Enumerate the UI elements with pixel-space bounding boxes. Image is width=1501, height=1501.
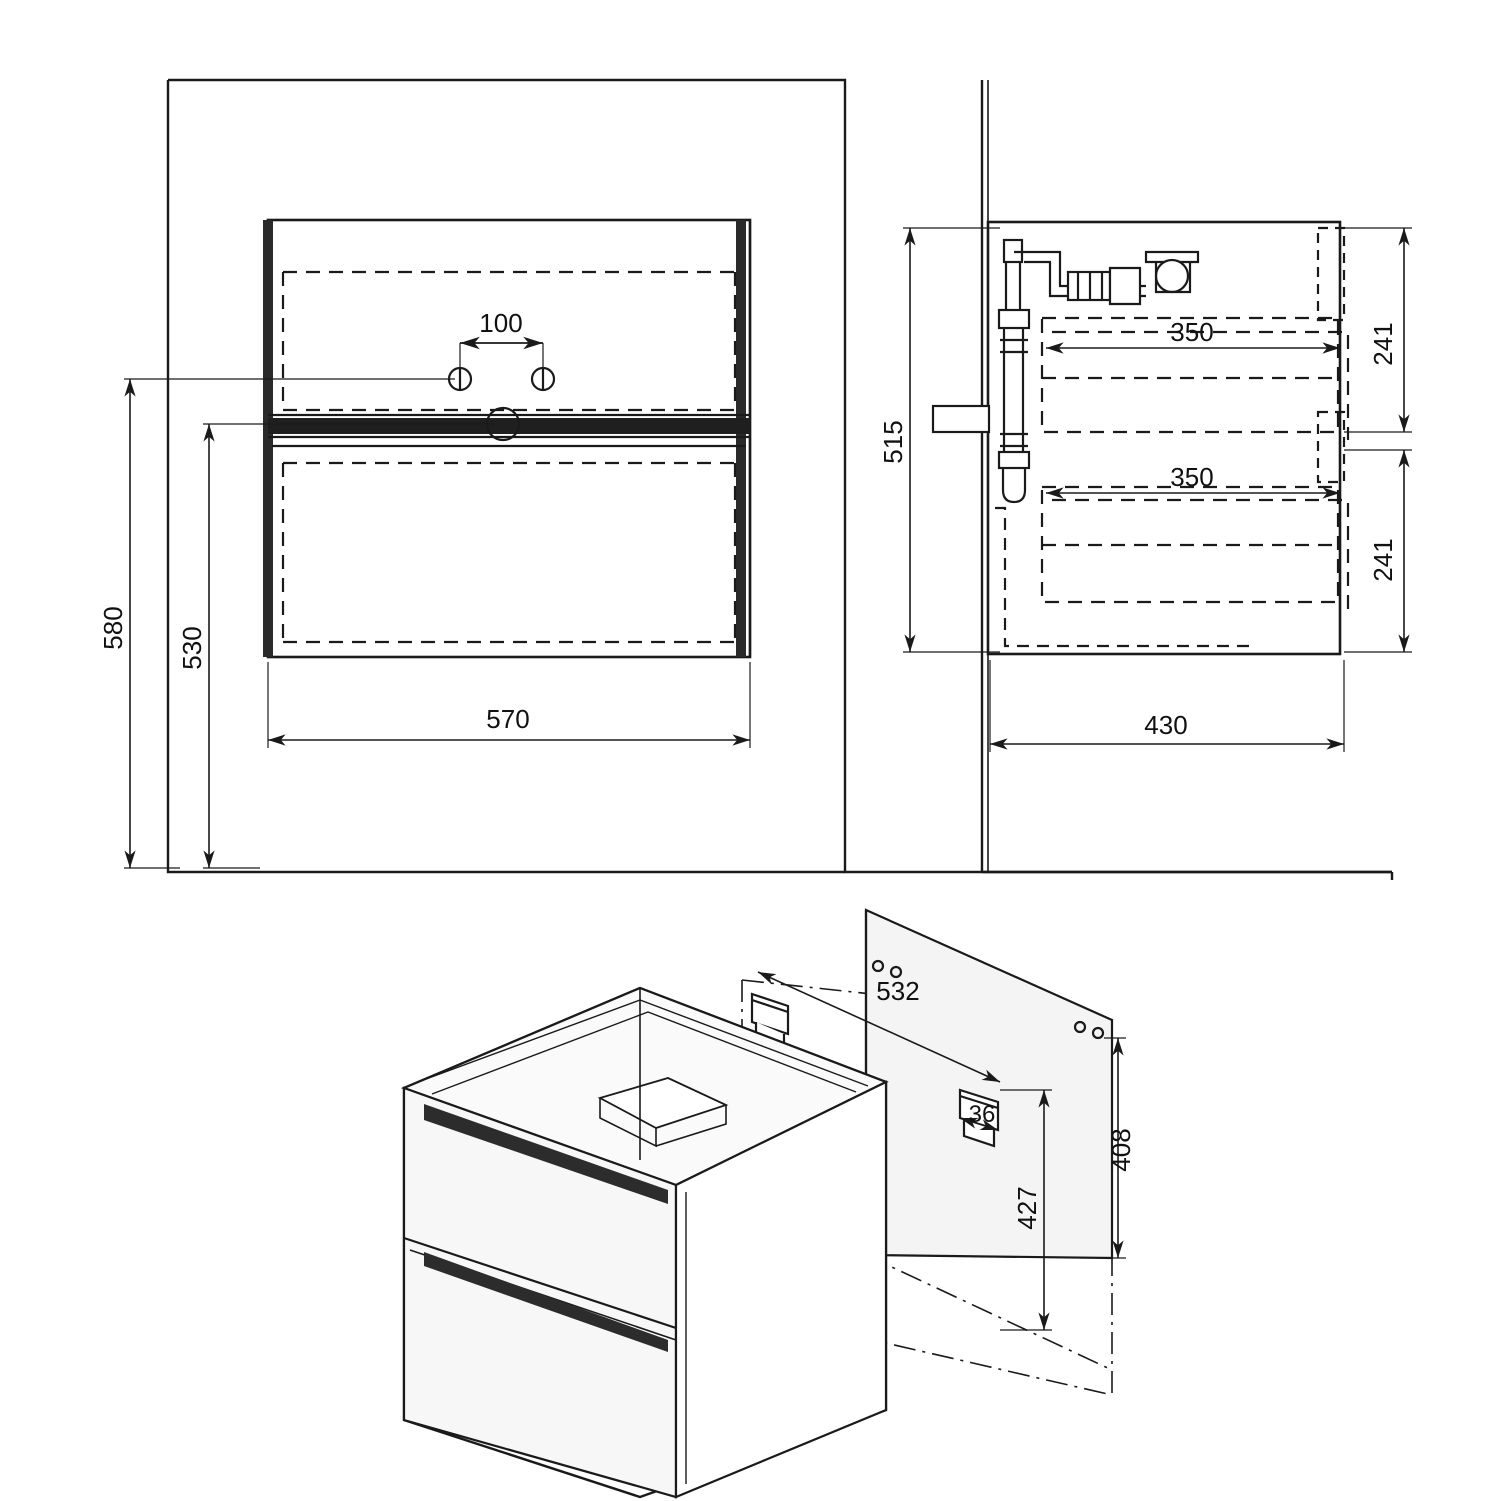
dim-bracket-height-outer: 408 [1106, 1128, 1136, 1172]
dim-drawer-height-upper: 241 [1368, 322, 1398, 366]
dim-bracket-offset: 36 [968, 1101, 996, 1128]
dim-bracket-spacing-width: 532 [876, 976, 920, 1006]
dim-bracket-height-inner: 427 [1012, 1186, 1042, 1230]
dim-front-height-cabinet: 530 [177, 626, 207, 670]
dim-side-depth-overall: 430 [1144, 710, 1188, 740]
dim-drawer-depth-lower: 350 [1170, 462, 1214, 492]
dim-tap-hole-spacing: 100 [479, 308, 523, 338]
dim-drawer-height-lower: 241 [1368, 538, 1398, 582]
dim-drawer-depth-upper: 350 [1170, 317, 1214, 347]
dim-side-height-overall: 515 [878, 420, 908, 464]
dim-front-height-overall: 580 [98, 606, 128, 650]
isometric-view-group [404, 910, 1136, 1497]
side-view-group [878, 80, 1412, 880]
dim-front-width-cabinet: 570 [486, 704, 530, 734]
